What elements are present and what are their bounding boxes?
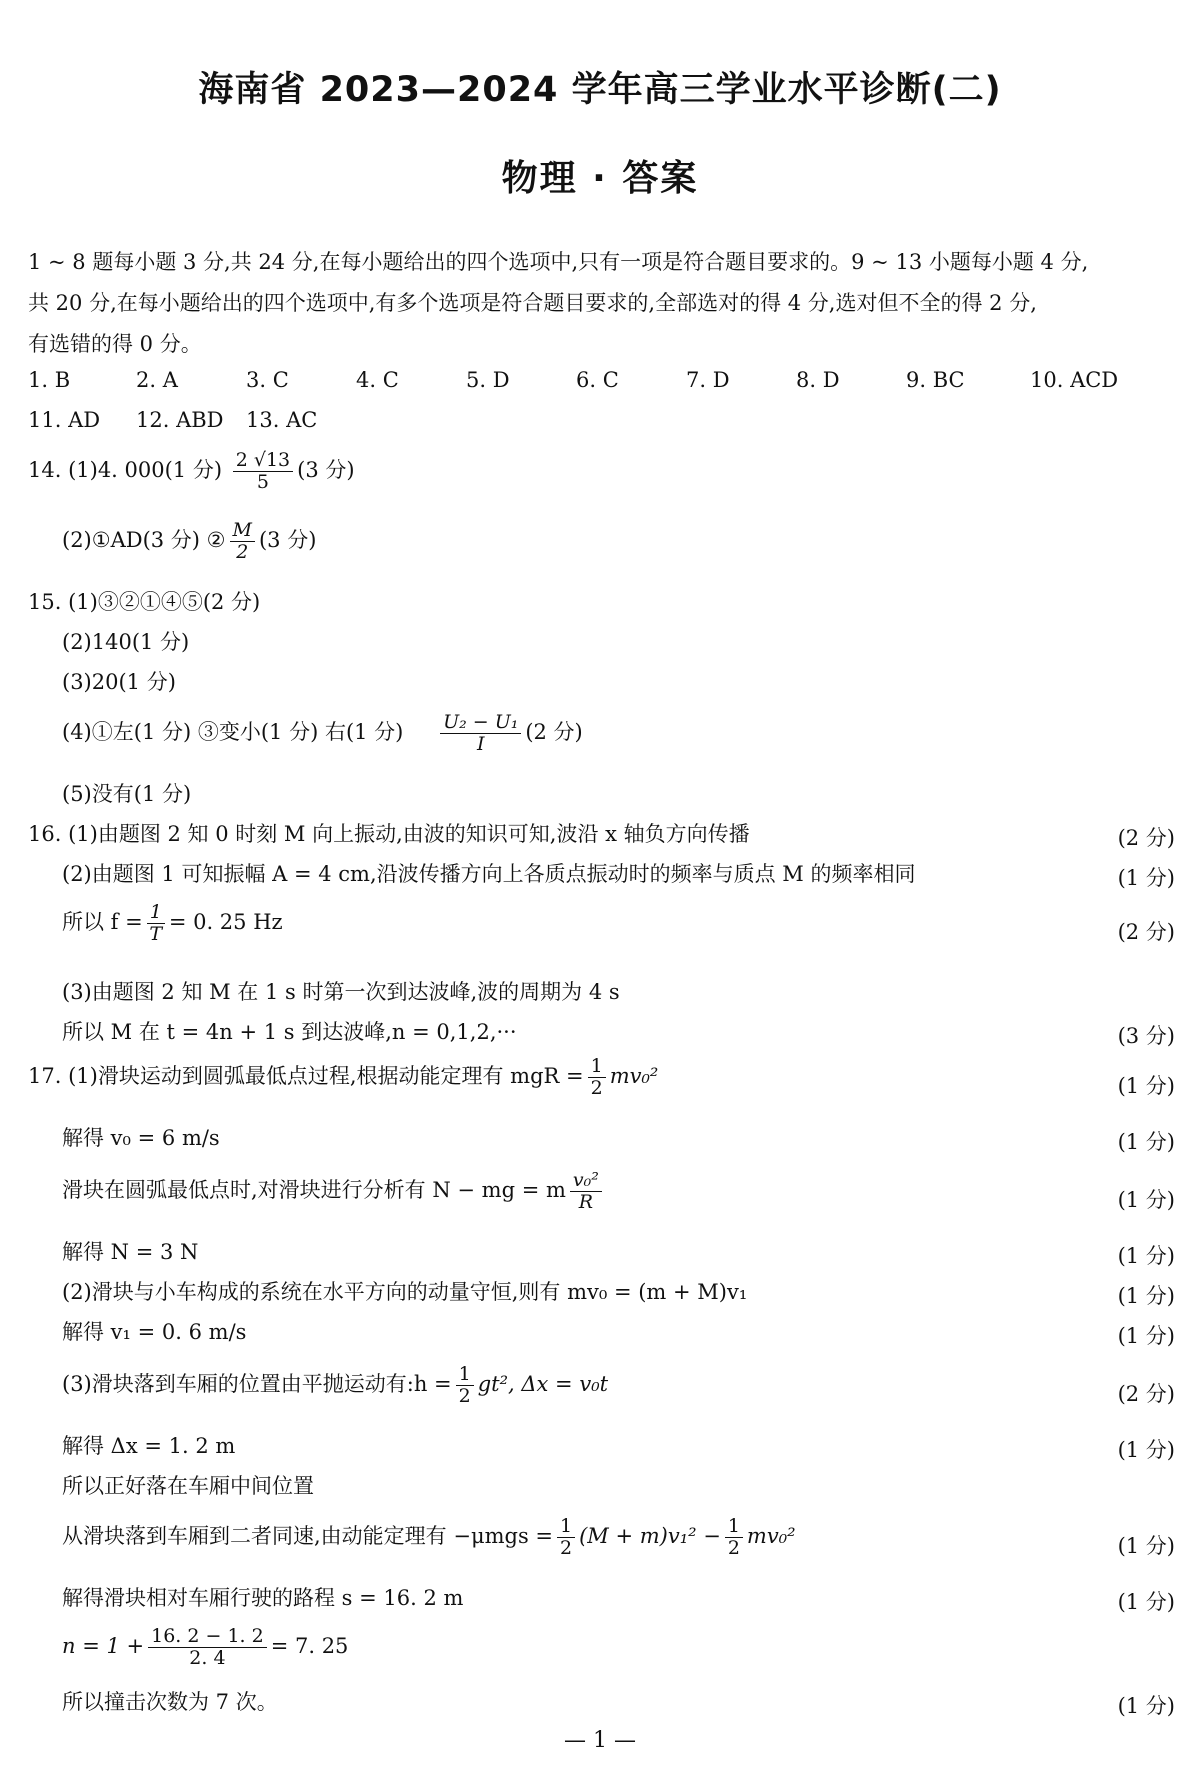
q17-line-2: 解得 v₀ = 6 m/s [62, 1126, 220, 1150]
q14-line-2: (2)①AD(3 分) ② $\frac{M}{2}$ (3 分) [62, 519, 317, 563]
score-mark: (1 分) [1117, 1074, 1175, 1098]
mc-answer: 3. C [246, 368, 289, 392]
fraction: $\frac{1}{2}$ [588, 1056, 606, 1099]
mc-answer: 7. D [686, 368, 730, 392]
q16-line-3: 所以 f = $\frac{1}{T}$ = 0. 25 Hz [62, 901, 283, 945]
fraction: $\frac{2 √13}{5}$ [233, 450, 293, 493]
page-title: 海南省 2023—2024 学年高三学业水平诊断(二) [198, 70, 1002, 110]
q17-line-6: 解得 v₁ = 0. 6 m/s [62, 1320, 247, 1344]
q15-line-1: 15. (1)③②①④⑤(2 分) [28, 590, 261, 614]
page-number: — 1 — [564, 1728, 636, 1753]
score-mark: (1 分) [1117, 1188, 1175, 1212]
mc-answer: 13. AC [246, 408, 318, 432]
mc-answer: 6. C [576, 368, 619, 392]
q16-line-4: (3)由题图 2 知 M 在 1 s 时第一次到达波峰,波的周期为 4 s [62, 980, 620, 1004]
q15-line-3: (3)20(1 分) [62, 670, 176, 694]
intro-line: 共 20 分,在每小题给出的四个选项中,有多个选项是符合题目要求的,全部选对的得 4 分,选对但不全的得 2 分, [28, 291, 1037, 315]
scoring-instructions [28, 242, 1178, 365]
score-mark: (1 分) [1117, 1324, 1175, 1348]
fraction: $\frac{\text{U₂ − U₁}}{I}$ [440, 712, 521, 755]
q17-line-3: 滑块在圆弧最低点时,对滑块进行分析有 N − mg = m $\frac{\text{v₀²}}{R}$ [62, 1170, 606, 1213]
mc-answer: 4. C [356, 368, 399, 392]
q17-line-12: n = 1 + $\frac{16. 2 - 1. 2}{2. 4}$ = 7. 25 [62, 1625, 349, 1669]
fraction: $\frac{1}{2}$ [557, 1516, 575, 1559]
score-mark: (1 分) [1117, 1694, 1175, 1718]
q16-line-5: 所以 M 在 t = 4n + 1 s 到达波峰,n = 0,1,2,··· [62, 1020, 517, 1044]
q17-line-13: 所以撞击次数为 7 次。 [62, 1690, 278, 1714]
intro-line: 有选错的得 0 分。 [28, 332, 202, 356]
score-mark: (1 分) [1117, 1534, 1175, 1558]
q16-line-2: (2)由题图 1 可知振幅 A = 4 cm,沿波传播方向上各质点振动时的频率与质点 M 的频率相同 [62, 862, 916, 886]
q15-line-5: (5)没有(1 分) [62, 782, 192, 806]
score-mark: (2 分) [1117, 826, 1175, 850]
q15-line-4: (4)①左(1 分) ③变小(1 分) 右(1 分) $\frac{\text{U₂ − U₁}}{I}$ (2 分) [62, 711, 583, 755]
fraction: $\frac{1}{T}$ [147, 902, 165, 945]
fraction: $\frac{1}{2}$ [456, 1364, 474, 1407]
q17-line-7: (3)滑块落到车厢的位置由平抛运动有:h = $\frac{1}{2}$ gt², Δx = v₀t [62, 1363, 609, 1407]
mc-answer: 5. D [466, 368, 510, 392]
q17-line-5: (2)滑块与小车构成的系统在水平方向的动量守恒,则有 mv₀ = (m + M)v₁ [62, 1280, 748, 1304]
score-mark: (1 分) [1117, 1284, 1175, 1308]
fraction: $\frac{M}{2}$ [230, 520, 255, 563]
fraction: $\frac{1}{2}$ [725, 1516, 743, 1559]
score-mark: (2 分) [1117, 1382, 1175, 1406]
q14-line-1: 14. (1)4. 000(1 分) $\frac{2 √13}{5}$ (3 分) [28, 449, 355, 493]
score-mark: (3 分) [1117, 1024, 1175, 1048]
intro-line: 1 ~ 8 题每小题 3 分,共 24 分,在每小题给出的四个选项中,只有一项是符合题目要求的。9 ~ 13 小题每小题 4 分, [28, 250, 1089, 274]
score-mark: (1 分) [1117, 1130, 1175, 1154]
q15-line-2: (2)140(1 分) [62, 630, 190, 654]
mc-answer: 8. D [796, 368, 840, 392]
score-mark: (1 分) [1117, 1438, 1175, 1462]
mc-answer: 2. A [136, 368, 178, 392]
score-mark: (1 分) [1117, 1244, 1175, 1268]
q17-line-1: 17. (1)滑块运动到圆弧最低点过程,根据动能定理有 mgR = $\frac{1}{2}$ mv₀² [28, 1055, 659, 1099]
mc-answer: 12. ABD [136, 408, 224, 432]
fraction: $\frac{16. 2 - 1. 2}{2. 4}$ [148, 1626, 267, 1669]
fraction: $\frac{\text{v₀²}}{R}$ [570, 1170, 602, 1213]
mc-answer: 11. AD [28, 408, 101, 432]
q17-line-8: 解得 Δx = 1. 2 m [62, 1434, 236, 1458]
q17-line-9: 所以正好落在车厢中间位置 [62, 1474, 314, 1498]
page-subtitle: 物理 · 答案 [501, 158, 699, 199]
score-mark: (1 分) [1117, 866, 1175, 890]
q17-line-10: 从滑块落到车厢到二者同速,由动能定理有 −μmgs = $\frac{1}{2}$ (M + m)v₁² − $\frac{1}{2}$ mv₀² [62, 1515, 796, 1559]
score-mark: (2 分) [1117, 920, 1175, 944]
q17-line-11: 解得滑块相对车厢行驶的路程 s = 16. 2 m [62, 1586, 464, 1610]
q16-line-1: 16. (1)由题图 2 知 0 时刻 M 向上振动,由波的知识可知,波沿 x 轴负方向传播 [28, 822, 750, 846]
mc-answer: 1. B [28, 368, 71, 392]
score-mark: (1 分) [1117, 1590, 1175, 1614]
mc-answer: 10. ACD [1030, 368, 1119, 392]
mc-answer: 9. BC [906, 368, 965, 392]
q17-line-4: 解得 N = 3 N [62, 1240, 199, 1264]
